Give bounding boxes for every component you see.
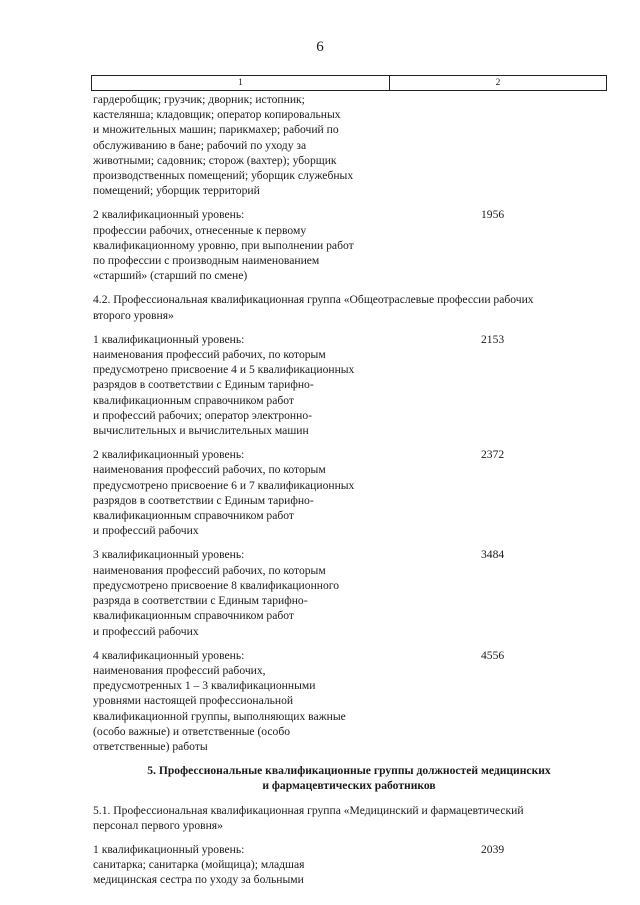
group-heading-line: второго уровня»: [93, 308, 174, 322]
description-line: 4 квалификационный уровень:: [93, 648, 245, 662]
group-heading-4-2: [93, 292, 605, 322]
description-line: и профессий рабочих: [93, 524, 199, 538]
group-heading-line: 4.2. Профессиональная квалификационная группа «Общеотраслевые профессии рабочих: [93, 293, 534, 307]
row-salary-value: 4556: [481, 648, 505, 662]
table-row: [93, 207, 605, 283]
description-line: 1 квалификационный уровень:: [93, 842, 245, 856]
description-line: предусмотрено присвоение 8 квалификационного: [93, 578, 340, 592]
rows-top: [93, 92, 605, 283]
description-line: по профессии с производным наименованием: [93, 254, 320, 268]
description-line: кастелянша; кладовщик; оператор копировальных: [93, 108, 341, 122]
row-salary-value: 2153: [481, 332, 505, 346]
description-line: медицинская сестра по уходу за больными: [93, 873, 304, 887]
description-line: разрядов в соответствии с Единым тарифно-: [93, 493, 314, 507]
description-line: наименования профессий рабочих, по которым: [93, 348, 326, 362]
row-description: [93, 92, 385, 198]
description-line: животными; садовник; сторож (вахтер); уборщик: [93, 153, 337, 167]
row-description: [93, 842, 385, 888]
description-line: санитарка; санитарка (мойщица); младшая: [93, 858, 305, 872]
row-salary-value: 2372: [481, 448, 505, 462]
description-line: (особо важные) и ответственные (особо: [93, 724, 291, 738]
section-title-line: и фармацевтических работников: [262, 779, 436, 793]
row-description: [93, 207, 385, 283]
description-line: предусмотренных 1 – 3 квалификационными: [93, 679, 316, 693]
description-line: помещений; уборщик территорий: [93, 184, 260, 198]
description-line: 2 квалификационный уровень:: [93, 448, 245, 462]
description-line: обслуживанию в бане; рабочий по уходу за: [93, 138, 307, 152]
section-title-line: 5. Профессиональные квалификационные группы должностей медицинских: [147, 764, 551, 778]
description-line: предусмотрено присвоение 4 и 5 квалификационных: [93, 363, 355, 377]
table-header-col2: 2: [495, 78, 501, 88]
page-number: 6: [316, 39, 324, 55]
group-heading-line: персонал первого уровня»: [93, 818, 223, 832]
table-row: [93, 447, 605, 538]
row-description: [93, 648, 385, 754]
description-line: ответственные) работы: [93, 739, 208, 753]
description-line: и множительных машин; парикмахер; рабочий по: [93, 123, 339, 137]
description-line: квалификационным справочником работ: [93, 609, 294, 623]
description-line: квалификационным справочником работ: [93, 393, 294, 407]
description-line: 2 квалификационный уровень:: [93, 208, 245, 222]
table-row: [93, 332, 605, 438]
rows-5-1: [93, 842, 605, 888]
table-body: [93, 92, 605, 897]
row-description: [93, 447, 385, 538]
row-salary-value: 1956: [481, 208, 505, 222]
description-line: 3 квалификационный уровень:: [93, 548, 245, 562]
description-line: вычислительных и вычислительных машин: [93, 424, 309, 438]
table-row: [93, 92, 605, 198]
section-5-title: [93, 763, 605, 793]
description-line: наименования профессий рабочих, по которым: [93, 463, 326, 477]
row-salary-value: 2039: [481, 842, 505, 856]
description-line: «старший» (старший по смене): [93, 269, 248, 283]
description-line: предусмотрено присвоение 6 и 7 квалификационных: [93, 478, 355, 492]
rows-4-2: [93, 332, 605, 754]
description-line: производственных помещений; уборщик служебных: [93, 169, 354, 183]
table-header-col1: 1: [92, 76, 390, 90]
description-line: профессии рабочих, отнесенные к первому: [93, 223, 307, 237]
description-line: уровнями настоящей профессиональной: [93, 694, 294, 708]
description-line: разряда в соответствии с Единым тарифно-: [93, 594, 308, 608]
description-line: квалификационному уровню, при выполнении работ: [93, 238, 354, 252]
description-line: квалификационным справочником работ: [93, 509, 294, 523]
table-row: [93, 547, 605, 638]
row-salary-value: [385, 92, 581, 198]
group-heading-5-1: [93, 803, 605, 833]
description-line: квалификационной группы, выполняющих важные: [93, 709, 346, 723]
description-line: и профессий рабочих: [93, 624, 199, 638]
description-line: 1 квалификационный уровень:: [93, 332, 245, 346]
row-description: [93, 547, 385, 638]
description-line: разрядов в соответствии с Единым тарифно-: [93, 378, 314, 392]
description-line: наименования профессий рабочих, по которым: [93, 563, 326, 577]
table-header: [91, 75, 607, 91]
description-line: наименования профессий рабочих,: [93, 663, 266, 677]
table-row: [93, 842, 605, 888]
table-row: [93, 648, 605, 754]
row-salary-value: 3484: [481, 548, 505, 562]
description-line: и профессий рабочих; оператор электронно-: [93, 408, 312, 422]
group-heading-line: 5.1. Профессиональная квалификационная группа «Медицинский и фармацевтический: [93, 803, 524, 817]
row-description: [93, 332, 385, 438]
description-line: гардеробщик; грузчик; дворник; истопник;: [93, 93, 305, 106]
